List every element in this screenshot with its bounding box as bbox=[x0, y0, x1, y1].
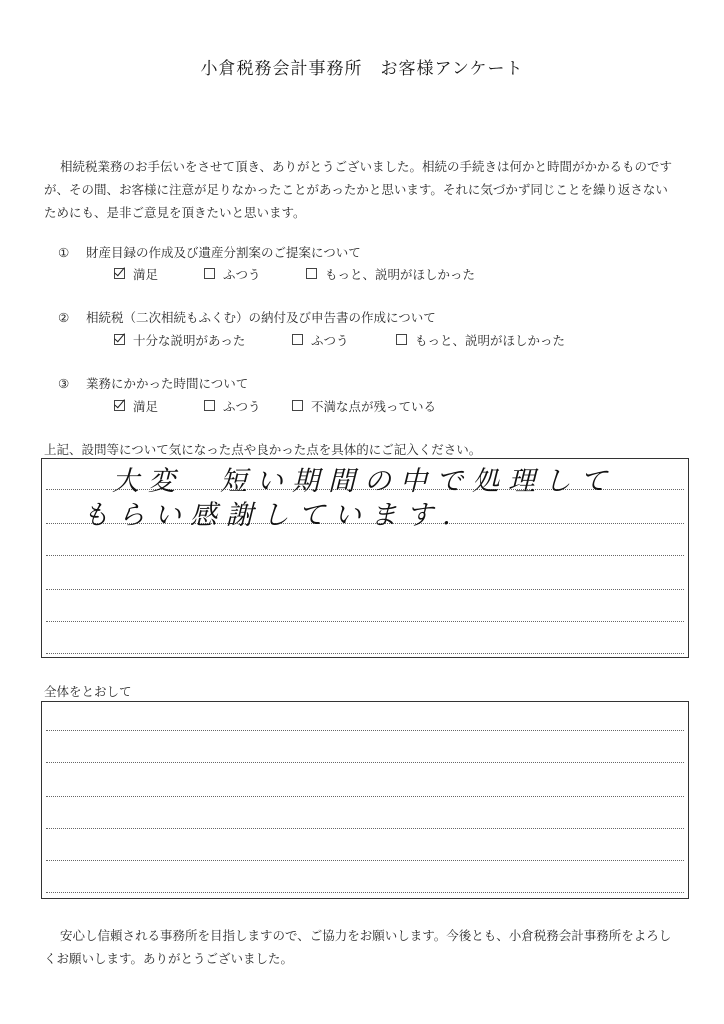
intro-line: が、その間、お客様に注意が足りなかったことがあったかと思います。それに気づかず同じことを繰り返さない bbox=[44, 182, 668, 197]
question-2 bbox=[58, 308, 436, 326]
checkbox[interactable] bbox=[292, 334, 303, 345]
intro-line: ためにも、是非ご意見を頂きたいと思います。 bbox=[44, 205, 306, 220]
checkbox[interactable] bbox=[204, 400, 215, 411]
checkbox-checked[interactable] bbox=[114, 268, 125, 279]
handwritten-comment-line-2: もらい感謝しています. bbox=[82, 500, 460, 531]
checkbox-checked[interactable] bbox=[114, 400, 125, 411]
ruled-line bbox=[46, 730, 684, 731]
option-normal[interactable]: ふつう bbox=[204, 397, 261, 415]
question-3-options bbox=[114, 397, 674, 413]
page-title: 小倉税務会計事務所 お客様アンケート bbox=[200, 59, 524, 79]
option-satisfied[interactable]: 満足 bbox=[114, 397, 158, 415]
option-normal[interactable]: ふつう bbox=[292, 331, 349, 349]
comments-box[interactable] bbox=[41, 458, 689, 658]
option-some-dissatisfaction[interactable]: 不満な点が残っている bbox=[292, 397, 436, 415]
handwritten-comment-line-1: 大変 短い期間の中で処理して bbox=[112, 466, 616, 497]
option-want-more-explanation[interactable]: もっと、説明がほしかった bbox=[306, 265, 475, 283]
question-2-options bbox=[114, 331, 674, 347]
question-text: 財産目録の作成及び遺産分割案のご提案について bbox=[86, 245, 361, 260]
ruled-line bbox=[46, 589, 684, 590]
question-text: 相続税（二次相続もふくむ）の納付及び申告書の作成について bbox=[86, 310, 436, 325]
ruled-line bbox=[46, 555, 684, 556]
overall-label: 全体をとおして bbox=[44, 684, 132, 699]
option-want-more-explanation[interactable]: もっと、説明がほしかった bbox=[396, 331, 565, 349]
ruled-line bbox=[46, 860, 684, 861]
closing-paragraph bbox=[44, 924, 694, 970]
ruled-line bbox=[46, 828, 684, 829]
closing-line: くお願いします。ありがとうございました。 bbox=[44, 951, 294, 966]
checkbox[interactable] bbox=[396, 334, 407, 345]
ruled-line bbox=[46, 892, 684, 893]
option-sufficient-explanation[interactable]: 十分な説明があった bbox=[114, 331, 245, 349]
question-3 bbox=[58, 374, 248, 392]
comments-label: 上記、設問等について気になった点や良かった点を具体的にご記入ください。 bbox=[44, 442, 482, 457]
option-normal[interactable]: ふつう bbox=[204, 265, 261, 283]
ruled-line bbox=[46, 621, 684, 622]
question-1-options bbox=[114, 265, 674, 281]
question-text: 業務にかかった時間について bbox=[86, 376, 249, 391]
checkbox[interactable] bbox=[292, 400, 303, 411]
intro-paragraph bbox=[44, 155, 684, 224]
overall-box[interactable] bbox=[41, 701, 689, 899]
ruled-line bbox=[46, 796, 684, 797]
question-number: ② bbox=[58, 310, 70, 325]
ruled-line bbox=[46, 653, 684, 654]
intro-line: 相続税業務のお手伝いをさせて頂き、ありがとうございました。相続の手続きは何かと時間がかかるものです bbox=[60, 159, 673, 174]
checkbox[interactable] bbox=[306, 268, 317, 279]
checkbox-checked[interactable] bbox=[114, 334, 125, 345]
question-1 bbox=[58, 243, 361, 261]
checkbox[interactable] bbox=[204, 268, 215, 279]
option-satisfied[interactable]: 満足 bbox=[114, 265, 158, 283]
closing-line: 安心し信頼される事務所を目指しますので、ご協力をお願いします。今後とも、小倉税務会計事務所をよろし bbox=[60, 928, 672, 943]
ruled-line bbox=[46, 762, 684, 763]
question-number: ③ bbox=[58, 376, 70, 391]
question-number: ① bbox=[58, 245, 70, 260]
